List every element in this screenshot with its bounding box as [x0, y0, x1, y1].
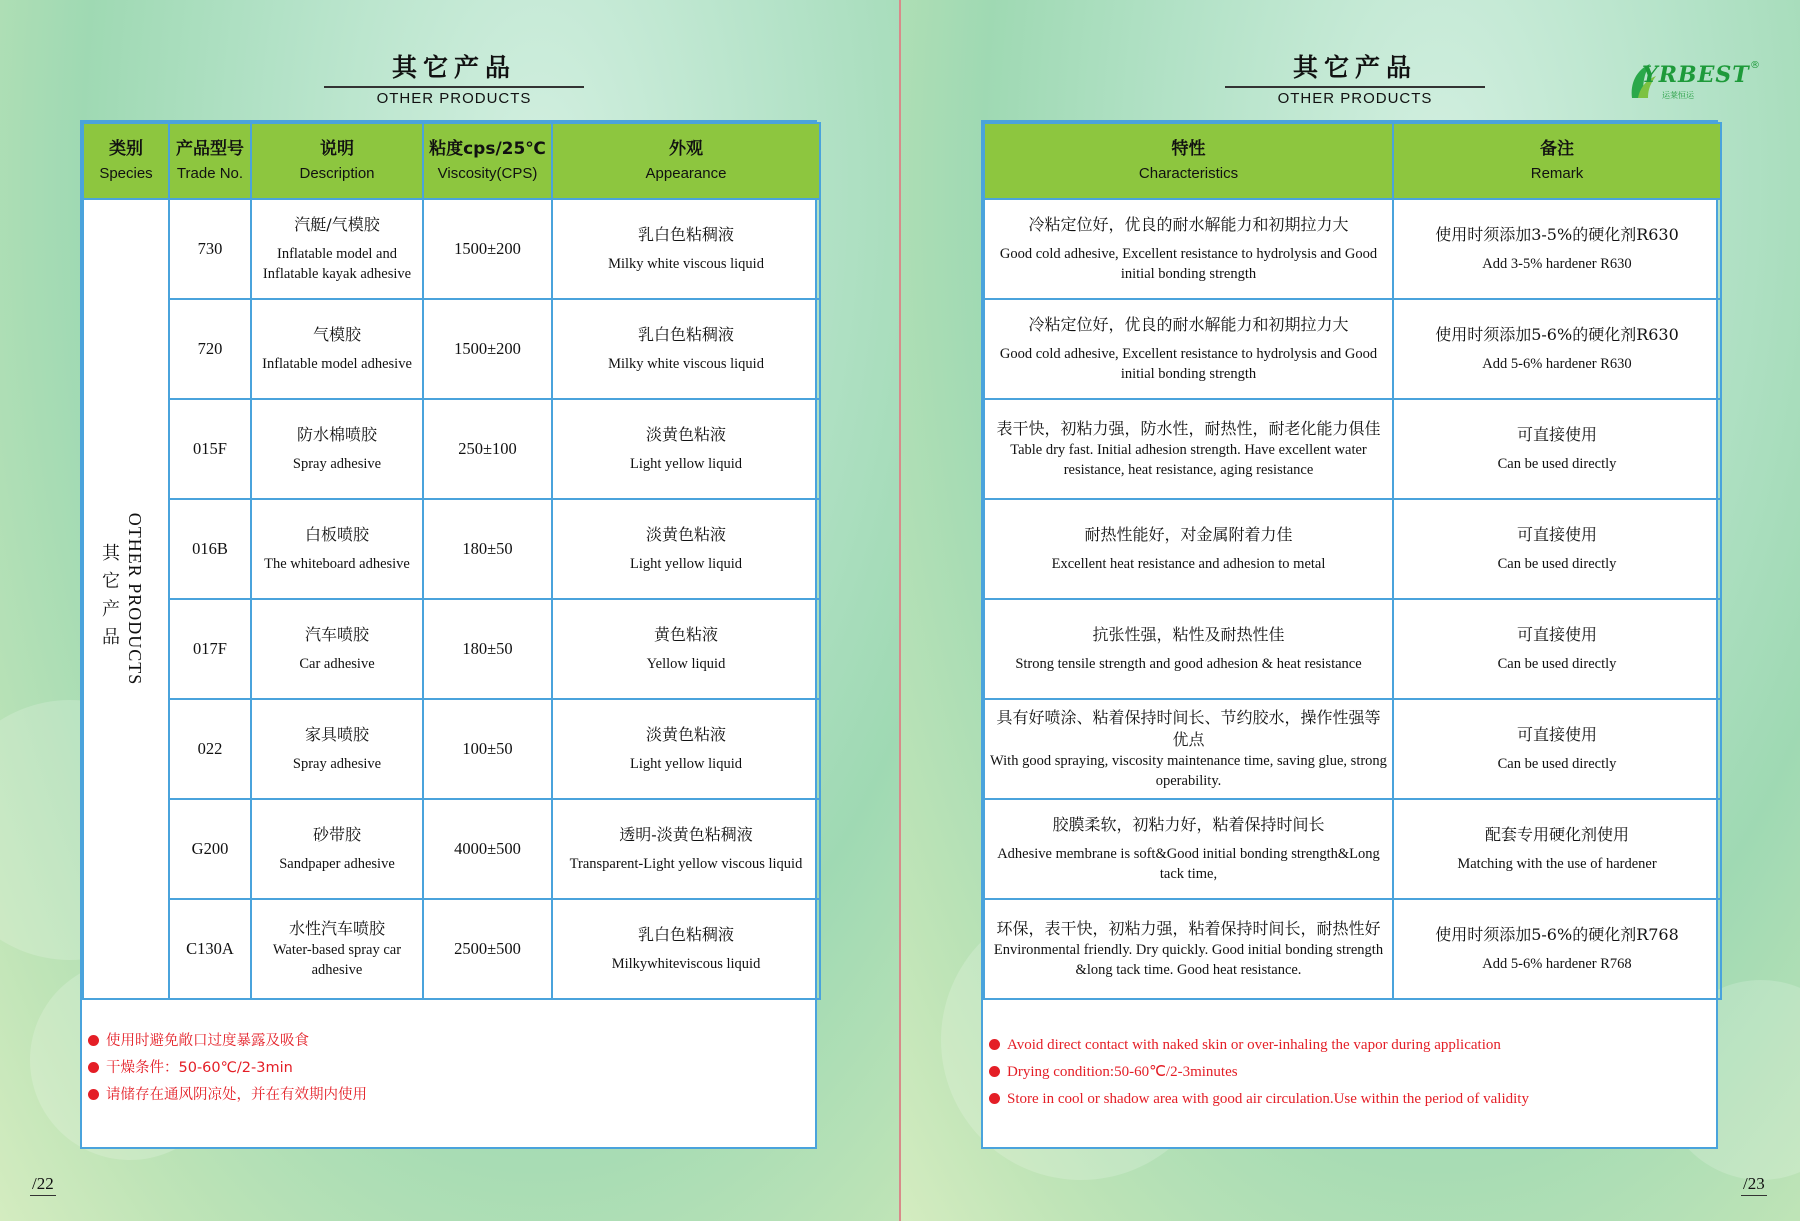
appearance: 乳白色粘稠液 Milkywhiteviscous liquid [552, 899, 820, 999]
viscosity: 4000±500 [423, 799, 552, 899]
bullet-dot-icon [88, 1062, 99, 1073]
description: 家具喷胶 Spray adhesive [251, 699, 423, 799]
notes-section [983, 997, 1716, 1147]
trade-no: 022 [169, 699, 251, 799]
characteristics-cell: 耐热性能好，对金属附着力佳 Excellent heat resistance and adhesion to metal [984, 499, 1393, 599]
header-species: 类别 Species [83, 123, 169, 199]
viscosity: 100±50 [423, 699, 552, 799]
trade-no: 016B [169, 499, 251, 599]
table-row [83, 299, 820, 399]
characteristics-panel [981, 120, 1718, 1149]
bullet-dot-icon [88, 1035, 99, 1046]
characteristics-cell: 冷粘定位好，优良的耐水解能力和初期拉力大 Good cold adhesive, Excellent resistance to hydrolysis and Good initial bonding strength [984, 199, 1393, 299]
brand-logo [1628, 58, 1758, 104]
remark-cell: 使用时须添加5-6%的硬化剂R630 Add 5-6% hardener R630 [1393, 299, 1721, 399]
characteristics-cell: 具有好喷涂、粘着保持时间长、节约胶水，操作性强等优点 With good spraying, viscosity maintenance time, saving glue, strong operability. [984, 699, 1393, 799]
table-row [83, 199, 820, 299]
page-title-en: OTHER PRODUCTS [1277, 90, 1433, 107]
title-underline [1225, 86, 1485, 88]
description: 防水棉喷胶 Spray adhesive [251, 399, 423, 499]
viscosity: 180±50 [423, 599, 552, 699]
page-title-en: OTHER PRODUCTS [376, 90, 532, 107]
note-item: 干燥条件：50-60℃/2-3min [88, 1059, 293, 1077]
bullet-dot-icon [989, 1093, 1000, 1104]
table-row [83, 399, 820, 499]
page-title [1225, 52, 1485, 107]
viscosity: 250±100 [423, 399, 552, 499]
table-row [984, 799, 1721, 899]
bullet-dot-icon [989, 1039, 1000, 1050]
table-row [984, 899, 1721, 999]
page-number: /23 [1741, 1174, 1767, 1196]
note-item: 请储存在通风阴凉处，并在有效期内使用 [88, 1086, 367, 1104]
viscosity: 180±50 [423, 499, 552, 599]
trade-no: 015F [169, 399, 251, 499]
remark-cell: 使用时须添加3-5%的硬化剂R630 Add 3-5% hardener R630 [1393, 199, 1721, 299]
table-row [83, 499, 820, 599]
table-header-row [83, 123, 820, 199]
trade-no: 730 [169, 199, 251, 299]
header-description: 说明 Description [251, 123, 423, 199]
trade-no: C130A [169, 899, 251, 999]
characteristics-cell: 胶膜柔软，初粘力好，粘着保持时间长 Adhesive membrane is soft&Good initial bonding strength&Long tack time, [984, 799, 1393, 899]
header-remark: 备注 Remark [1393, 123, 1721, 199]
products-panel [80, 120, 817, 1149]
appearance: 淡黄色粘液 Light yellow liquid [552, 399, 820, 499]
note-item: Drying condition:50-60℃/2-3minutes [989, 1062, 1238, 1082]
header-appearance: 外观 Appearance [552, 123, 820, 199]
viscosity: 1500±200 [423, 199, 552, 299]
bullet-dot-icon [88, 1089, 99, 1100]
appearance: 淡黄色粘液 Light yellow liquid [552, 699, 820, 799]
viscosity: 2500±500 [423, 899, 552, 999]
remark-cell: 可直接使用 Can be used directly [1393, 399, 1721, 499]
table-row [984, 599, 1721, 699]
viscosity: 1500±200 [423, 299, 552, 399]
right-page [901, 0, 1800, 1221]
description: 汽车喷胶 Car adhesive [251, 599, 423, 699]
page-title-cn: 其它产品 [391, 53, 516, 82]
table-header-row [984, 123, 1721, 199]
species-cell [83, 199, 169, 999]
trade-no: 720 [169, 299, 251, 399]
trade-no: G200 [169, 799, 251, 899]
appearance: 乳白色粘稠液 Milky white viscous liquid [552, 199, 820, 299]
species-en: OTHER PRODUCTS [125, 512, 145, 686]
trade-no: 017F [169, 599, 251, 699]
characteristics-cell: 表干快，初粘力强，防水性，耐热性，耐老化能力俱佳 Table dry fast. Initial adhesion strength. Have excellent water resistance, heat resistance, aging resistance [984, 399, 1393, 499]
header-trade-no: 产品型号 Trade No. [169, 123, 251, 199]
description: 汽艇/气模胶 Inflatable model and Inflatable kayak adhesive [251, 199, 423, 299]
description: 白板喷胶 The whiteboard adhesive [251, 499, 423, 599]
table-row [984, 199, 1721, 299]
characteristics-cell: 环保，表干快，初粘力强，粘着保持时间长，耐热性好 Environmental friendly. Dry quickly. Good initial bonding strength &long tack time. Good heat resistance. [984, 899, 1393, 999]
page-title-cn: 其它产品 [1292, 53, 1417, 82]
logo-text: YRBEST [1642, 62, 1750, 88]
note-item: Avoid direct contact with naked skin or over-inhaling the vapor during application [989, 1035, 1501, 1055]
characteristics-cell: 抗张性强，粘性及耐热性佳 Strong tensile strength and good adhesion & heat resistance [984, 599, 1393, 699]
table-row [83, 799, 820, 899]
table-row [984, 499, 1721, 599]
note-item: Store in cool or shadow area with good air circulation.Use within the period of validity [989, 1089, 1529, 1109]
page-title [324, 52, 584, 107]
bullet-dot-icon [989, 1066, 1000, 1077]
table-row [83, 599, 820, 699]
appearance: 淡黄色粘液 Light yellow liquid [552, 499, 820, 599]
registered-mark: ® [1750, 60, 1760, 71]
characteristics-table [983, 122, 1722, 1000]
page-number: /22 [30, 1174, 56, 1196]
header-viscosity: 粘度cps/25℃ Viscosity(CPS) [423, 123, 552, 199]
description: 气模胶 Inflatable model adhesive [251, 299, 423, 399]
characteristics-cell: 冷粘定位好，优良的耐水解能力和初期拉力大 Good cold adhesive, Excellent resistance to hydrolysis and Good initial bonding strength [984, 299, 1393, 399]
table-row [83, 699, 820, 799]
remark-cell: 配套专用硬化剂使用 Matching with the use of hardener [1393, 799, 1721, 899]
table-row [984, 699, 1721, 799]
title-underline [324, 86, 584, 88]
remark-cell: 可直接使用 Can be used directly [1393, 499, 1721, 599]
notes-section [82, 997, 815, 1147]
appearance: 黄色粘液 Yellow liquid [552, 599, 820, 699]
remark-cell: 使用时须添加5-6%的硬化剂R768 Add 5-6% hardener R768 [1393, 899, 1721, 999]
description: 砂带胶 Sandpaper adhesive [251, 799, 423, 899]
logo-subtext: 运莱恒运 [1662, 91, 1694, 100]
remark-cell: 可直接使用 Can be used directly [1393, 599, 1721, 699]
appearance: 透明-淡黄色粘稠液 Transparent-Light yellow viscous liquid [552, 799, 820, 899]
table-row [984, 299, 1721, 399]
products-table [82, 122, 821, 1000]
table-row [984, 399, 1721, 499]
header-characteristics: 特性 Characteristics [984, 123, 1393, 199]
species-cn: 其它产品 [99, 543, 120, 655]
description: 水性汽车喷胶 Water-based spray car adhesive [251, 899, 423, 999]
remark-cell: 可直接使用 Can be used directly [1393, 699, 1721, 799]
appearance: 乳白色粘稠液 Milky white viscous liquid [552, 299, 820, 399]
note-item: 使用时避免敞口过度暴露及吸食 [88, 1032, 309, 1050]
table-row [83, 899, 820, 999]
